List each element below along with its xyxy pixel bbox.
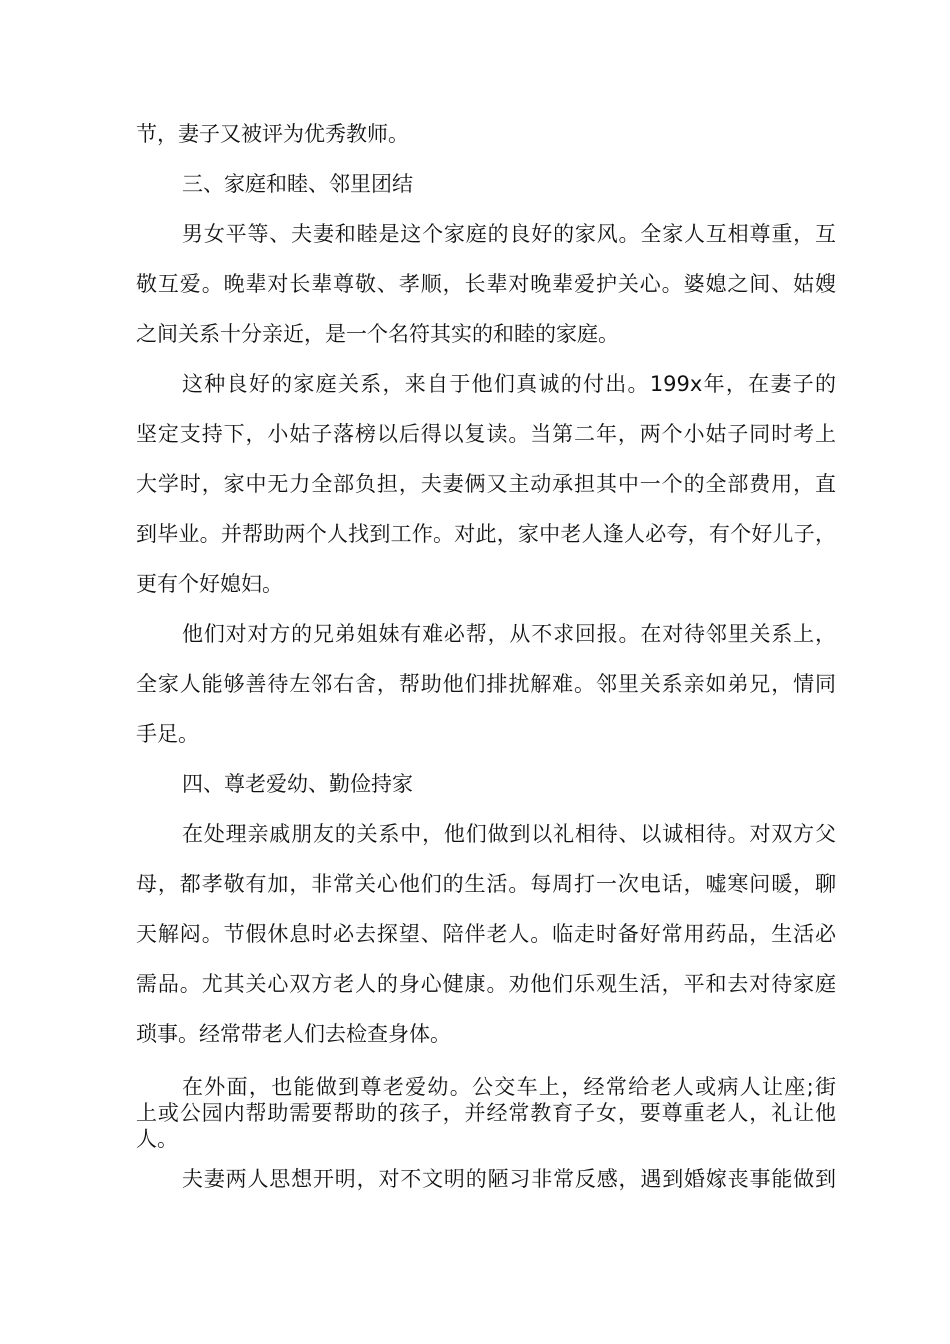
section-heading: 三、家庭和睦、邻里团结 [182, 172, 413, 196]
text-line: 需品。尤其关心双方老人的身心健康。劝他们乐观生活，平和去对待家庭 [136, 972, 836, 996]
text-line: 坚定支持下，小姑子落榜以后得以复读。当第二年，两个小姑子同时考上 [136, 422, 836, 446]
text-line: 在外面，也能做到尊老爱幼。公交车上，经常给老人或病人让座;街 [182, 1075, 836, 1099]
text-line: 这种良好的家庭关系，来自于他们真诚的付出。199x年，在妻子的 [182, 372, 836, 396]
text-line: 到毕业。并帮助两个人找到工作。对此，家中老人逢人必夸，有个好儿子， [136, 522, 836, 546]
text-line: 男女平等、夫妻和睦是这个家庭的良好的家风。全家人互相尊重，互 [182, 222, 836, 246]
text-line: 他们对对方的兄弟姐妹有难必帮，从不求回报。在对待邻里关系上， [182, 622, 836, 646]
text-line: 全家人能够善待左邻右舍，帮助他们排扰解难。邻里关系亲如弟兄，情同 [136, 672, 836, 696]
text-line: 天解闷。节假休息时必去探望、陪伴老人。临走时备好常用药品，生活必 [136, 922, 836, 946]
text-line: 在处理亲戚朋友的关系中，他们做到以礼相待、以诚相待。对双方父 [182, 822, 836, 846]
text-line: 人。 [136, 1127, 178, 1151]
text-line: 节，妻子又被评为优秀教师。 [136, 122, 409, 146]
text-line: 大学时，家中无力全部负担，夫妻俩又主动承担其中一个的全部费用，直 [136, 472, 836, 496]
text-line: 之间关系十分亲近，是一个名符其实的和睦的家庭。 [136, 322, 619, 346]
text-line: 夫妻两人思想开明，对不文明的陋习非常反感，遇到婚嫁丧事能做到 [182, 1167, 836, 1191]
text-line: 手足。 [136, 722, 199, 746]
text-line: 琐事。经常带老人们去检查身体。 [136, 1022, 451, 1046]
text-line: 上或公园内帮助需要帮助的孩子，并经常教育子女，要尊重老人，礼让他 [136, 1101, 836, 1125]
text-line: 母，都孝敬有加，非常关心他们的生活。每周打一次电话，嘘寒问暖，聊 [136, 872, 836, 896]
section-heading: 四、尊老爱幼、勤俭持家 [182, 772, 413, 796]
text-line: 更有个好媳妇。 [136, 572, 283, 596]
text-line: 敬互爱。晚辈对长辈尊敬、孝顺，长辈对晚辈爱护关心。婆媳之间、姑嫂 [136, 272, 836, 296]
